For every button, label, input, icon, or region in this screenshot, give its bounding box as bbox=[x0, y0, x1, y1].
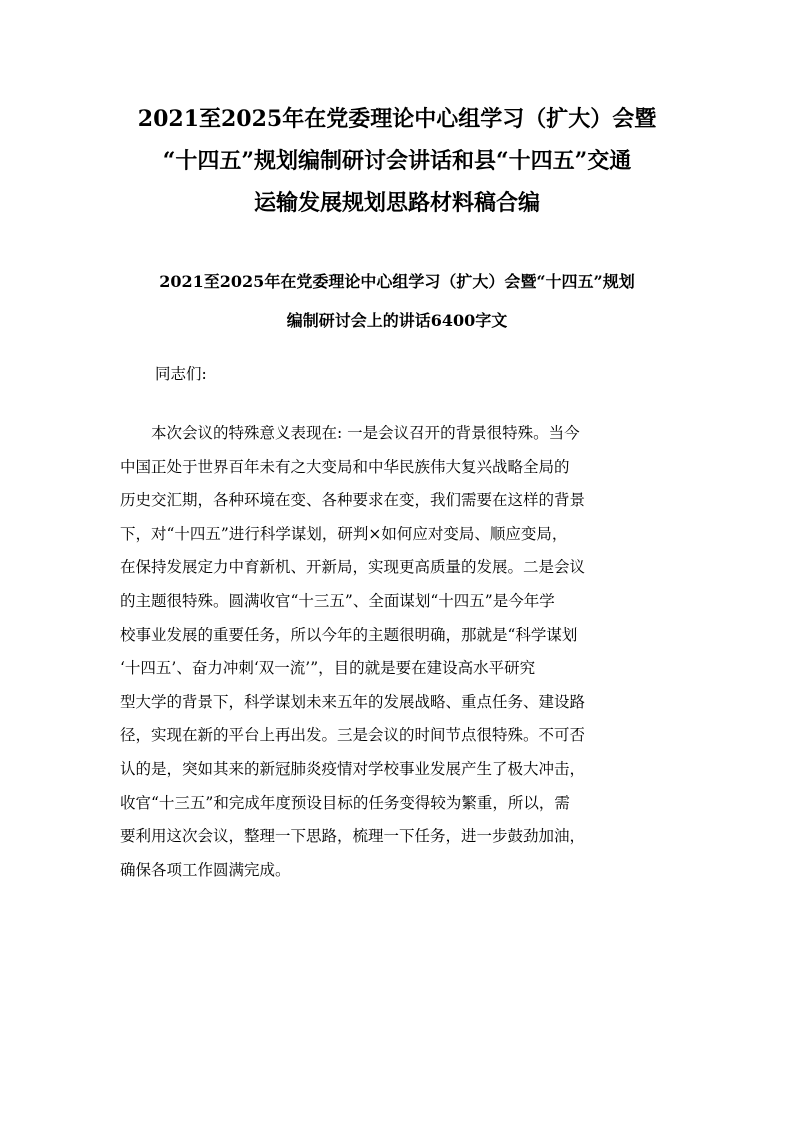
paragraph-line: 径，实现在新的平台上再出发。三是会议的时间节点很特殊。不可否 bbox=[120, 726, 586, 745]
document-title bbox=[100, 98, 694, 224]
paragraph-line: 型大学的背景下，科学谋划未来五年的发展战略、重点任务、建设路 bbox=[120, 692, 586, 711]
document-title-line: 运输发展规划思路材料稿合编 bbox=[253, 190, 540, 216]
paragraph-line: 收官“十三五”和完成年度预设目标的任务变得较为繁重，所以，需 bbox=[120, 793, 570, 812]
section-title bbox=[110, 262, 684, 340]
paragraph-line: ‘十四五’、奋力冲刺‘双一流’”，目的就是要在建设高水平研究 bbox=[120, 659, 536, 678]
body-paragraph bbox=[120, 417, 680, 887]
document-title-line: “十四五”规划编制研讨会讲话和县“十四五”交通 bbox=[162, 148, 632, 174]
paragraph-line: 确保各项工作圆满完成。 bbox=[120, 860, 291, 879]
section-title-line: 编制研讨会上的讲话6400字文 bbox=[286, 311, 508, 330]
section-title-line: 2021至2025年在党委理论中心组学习（扩大）会暨“十四五”规划 bbox=[159, 272, 635, 291]
paragraph-line: 校事业发展的重要任务，所以今年的主题很明确，那就是“科学谋划 bbox=[120, 625, 578, 644]
paragraph-line: 在保持发展定力中育新机、开新局，实现更高质量的发展。二是会议 bbox=[120, 558, 586, 577]
paragraph-line: 下，对“十四五”进行科学谋划，研判×如何应对变局、顺应变局， bbox=[120, 524, 568, 543]
paragraph-line: 的主题很特殊。圆满收官“十三五”、全面谋划“十四五”是今年学 bbox=[120, 591, 555, 610]
salutation: 同志们: bbox=[155, 365, 207, 383]
paragraph-line: 要利用这次会议，整理一下思路，梳理一下任务，进一步鼓劲加油， bbox=[120, 827, 586, 846]
paragraph-line: 中国正处于世界百年未有之大变局和中华民族伟大复兴战略全局的 bbox=[120, 457, 570, 476]
document-title-line: 2021至2025年在党委理论中心组学习（扩大）会暨 bbox=[137, 106, 657, 132]
paragraph-line: 认的是，突如其来的新冠肺炎疫情对学校事业发展产生了极大冲击， bbox=[120, 759, 586, 778]
paragraph-line: 本次会议的特殊意义表现在: 一是会议召开的背景很特殊。当今 bbox=[120, 424, 580, 442]
paragraph-line: 历史交汇期，各种环境在变、各种要求在变，我们需要在这样的背景 bbox=[120, 491, 586, 510]
